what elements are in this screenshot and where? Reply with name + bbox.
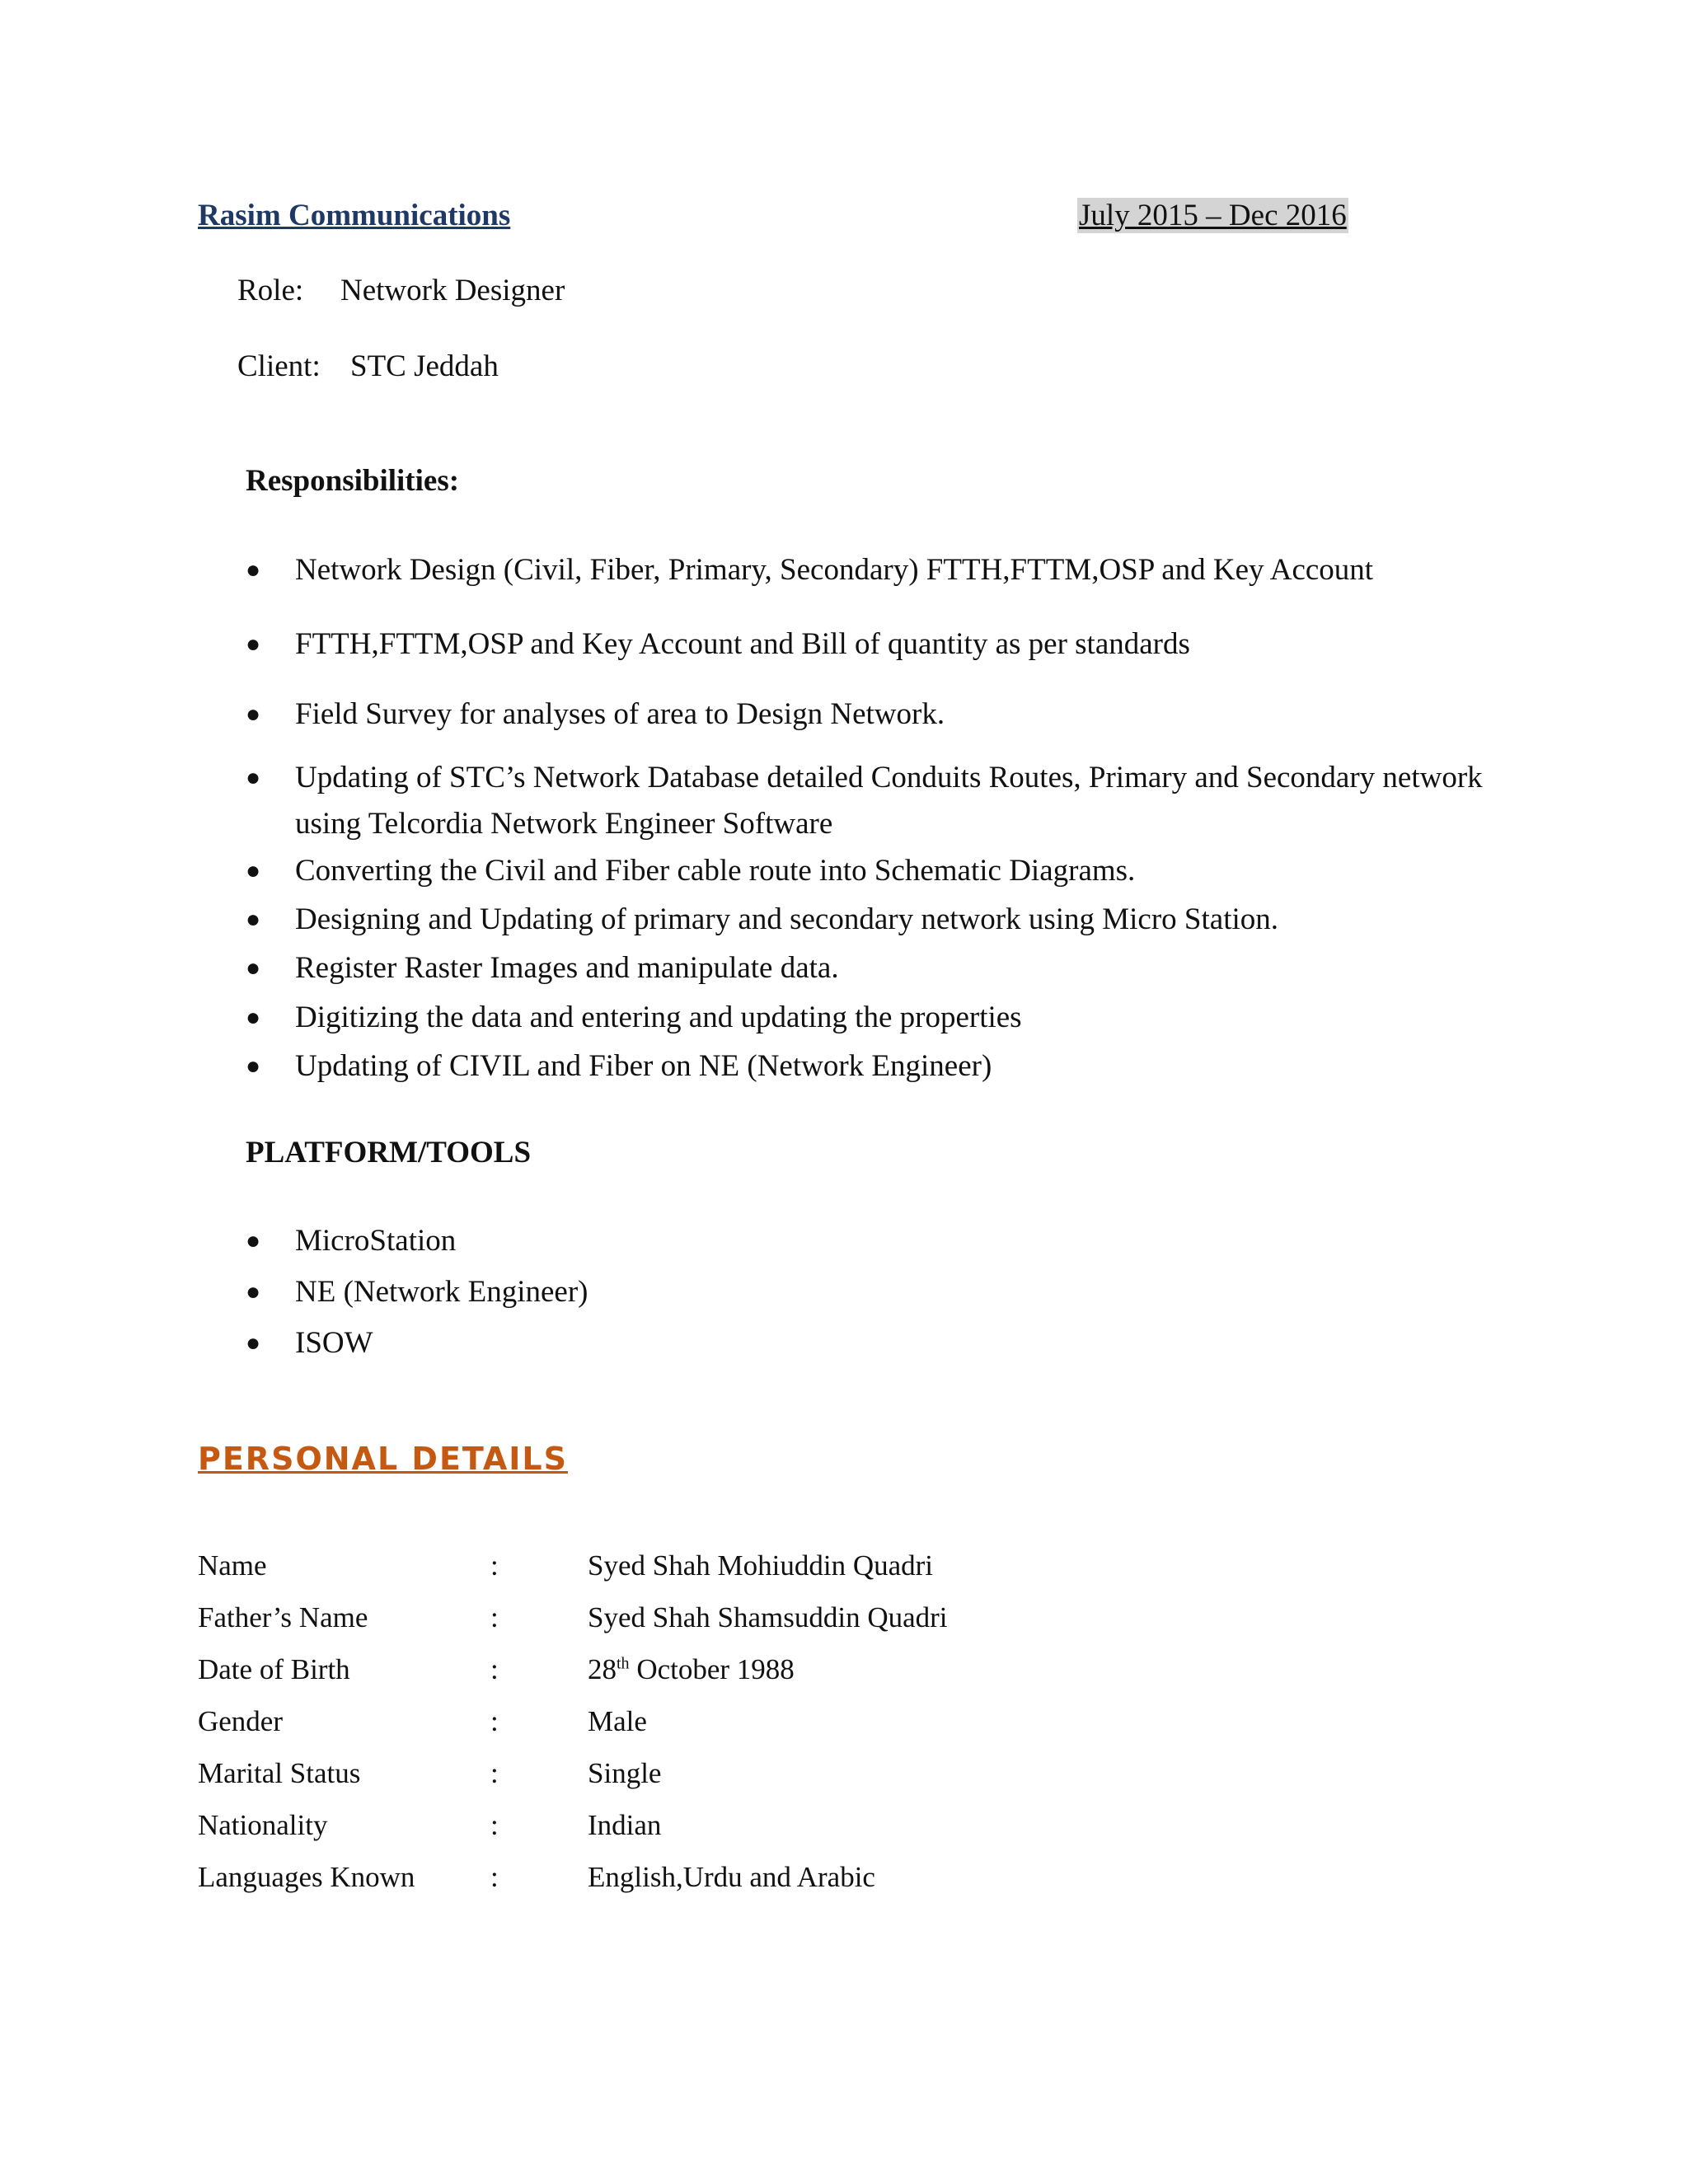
bullet-icon: ● <box>246 764 261 791</box>
list-item: ● FTTH,FTTM,OSP and Key Account and Bill of quantity as per standards <box>246 621 1498 668</box>
detail-label: Gender <box>198 1705 284 1737</box>
detail-value: Syed Shah Shamsuddin Quadri <box>588 1601 948 1633</box>
client-label: Client: <box>237 349 321 383</box>
table-row <box>198 1861 1269 1912</box>
list-item: ● Updating of CIVIL and Fiber on NE (Network Engineer) <box>246 1043 1498 1090</box>
detail-separator: : <box>490 1861 499 1893</box>
detail-separator: : <box>490 1653 499 1685</box>
list-item: ● Register Raster Images and manipulate data. <box>246 945 1498 991</box>
client-row <box>237 349 499 384</box>
table-row <box>198 1549 1269 1601</box>
table-row <box>198 1601 1269 1652</box>
detail-label: Father’s Name <box>198 1601 368 1633</box>
list-item: ● MicroStation <box>246 1218 1498 1264</box>
role-row <box>237 273 565 308</box>
detail-label: Marital Status <box>198 1757 361 1789</box>
detail-value: Syed Shah Mohiuddin Quadri <box>588 1549 934 1582</box>
responsibilities-heading: Responsibilities: <box>246 464 460 498</box>
tools-heading: PLATFORM/TOOLS <box>246 1136 532 1169</box>
detail-separator: : <box>490 1757 499 1789</box>
role-value: Network Designer <box>340 274 565 307</box>
employment-dates: July 2015 – Dec 2016 <box>1079 199 1347 232</box>
list-item: ● Network Design (Civil, Fiber, Primary, Secondary) FTTH,FTTM,OSP and Key Account <box>246 547 1498 593</box>
bullet-icon: ● <box>246 701 261 728</box>
client-value: STC Jeddah <box>350 349 499 383</box>
bullet-icon: ● <box>246 1329 261 1357</box>
table-row <box>198 1705 1269 1756</box>
list-item: ● Converting the Civil and Fiber cable route into Schematic Diagrams. <box>246 848 1498 894</box>
detail-value: Indian <box>588 1809 662 1841</box>
detail-separator: : <box>490 1809 499 1841</box>
role-label: Role: <box>237 274 304 307</box>
list-item: ● Digitizing the data and entering and updating the properties <box>246 995 1498 1041</box>
bullet-icon: ● <box>246 1278 261 1305</box>
bullet-icon: ● <box>246 954 261 982</box>
table-row <box>198 1653 1269 1704</box>
bullet-icon: ● <box>246 857 261 884</box>
personal-details-heading: PERSONAL DETAILS <box>198 1441 568 1477</box>
detail-value: 28th October 1988 <box>588 1653 795 1685</box>
detail-label: Nationality <box>198 1809 328 1841</box>
bullet-icon: ● <box>246 906 261 933</box>
detail-label: Languages Known <box>198 1861 415 1893</box>
table-row <box>198 1757 1269 1808</box>
table-row <box>198 1809 1269 1860</box>
list-item: ● NE (Network Engineer) <box>246 1269 1498 1315</box>
detail-separator: : <box>490 1601 499 1633</box>
detail-value: English,Urdu and Arabic <box>588 1861 875 1893</box>
bullet-icon: ● <box>246 630 261 658</box>
list-item: ● Updating of STC’s Network Database detailed Conduits Routes, Primary and Secondary network using Telcordia Network Engineer Software <box>246 755 1498 847</box>
list-item: ● Designing and Updating of primary and secondary network using Micro Station. <box>246 897 1498 943</box>
detail-label: Name <box>198 1549 267 1582</box>
detail-separator: : <box>490 1705 499 1737</box>
bullet-icon: ● <box>246 556 261 583</box>
bullet-icon: ● <box>246 1227 261 1254</box>
detail-value: Male <box>588 1705 647 1737</box>
bullet-icon: ● <box>246 1052 261 1080</box>
list-item: ● ISOW <box>246 1320 1498 1366</box>
detail-value: Single <box>588 1757 662 1789</box>
company-name: Rasim Communications <box>198 199 511 232</box>
detail-separator: : <box>490 1549 499 1582</box>
list-item: ● Field Survey for analyses of area to Design Network. <box>246 691 1498 738</box>
bullet-icon: ● <box>246 1004 261 1031</box>
detail-label: Date of Birth <box>198 1653 350 1685</box>
